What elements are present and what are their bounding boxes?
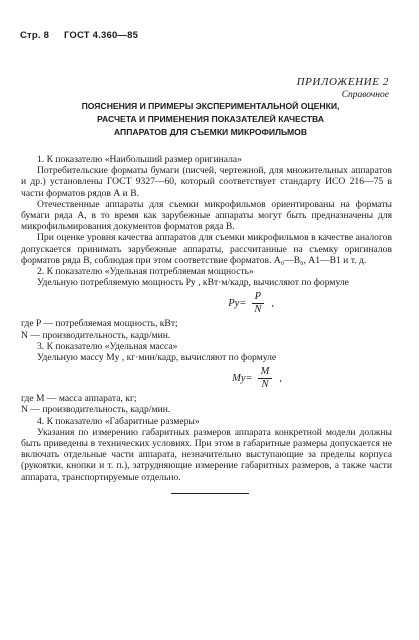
formula-lhs: Pу= (228, 297, 247, 309)
section-3-where-m: где M — масса аппарата, кг; (21, 393, 137, 405)
section-4-heading: 4. К показателю «Габаритные размеры» (37, 415, 200, 427)
page-number: Стр. 8 (20, 30, 50, 41)
power-formula (21, 288, 392, 318)
formula-numerator: M (258, 366, 273, 379)
section-3-intro: Удельную массу Mу , кг·мин/кадр, вычисляют по формуле (37, 352, 277, 364)
appendix-title: ПРИЛОЖЕНИЕ 2 (296, 76, 389, 88)
section-1-heading: 1. К показателю «Наибольший размер оригинала» (37, 154, 242, 165)
title-line-2: РАСЧЕТА И ПРИМЕНЕНИЯ ПОКАЗАТЕЛЕЙ КАЧЕСТВА (96, 114, 325, 124)
closing-rule (171, 493, 249, 494)
formula-fraction (251, 291, 264, 316)
section-2-where-p: где P — потребляемая мощность, кВт; (21, 318, 178, 330)
section-2-where-n: N — производительность, кадр/мин. (21, 329, 171, 341)
section-1-paragraph-3: При оценке уровня качества аппаратов для съемки микрофильмов в качестве аналогов допускается принимать зарубежные аппараты, рассчитанные на съемку оригиналов форматов ряда В, соблюдая при этом соответствие форматов. А₀—В₀, А1—В1 и т. д. (21, 232, 392, 266)
formula-denominator: N (254, 303, 262, 315)
section-3-heading: 3. К показателю «Удельная масса» (37, 340, 178, 352)
section-2-intro: Удельную потребляемую мощность Pу , кВт·м/кадр, вычисляют по формуле (37, 277, 349, 289)
section-4-paragraph-1: Указания по измерению габаритных размеров аппарата конкретной модели должны быть приведены в технических условиях. При этом в габаритные размеры допускается не включать отдельные части аппарата, незначительно выступающие за пределы корпуса (рукоятки, кнопки и т. п.), затрудняющие измерение габаритных размеров, а также части аппарата, транспортируемые отдельно. (21, 426, 392, 483)
appendix-subtitle: Справочное (341, 90, 389, 100)
section-3-where-n: N — производительность, кадр/мин. (21, 404, 171, 416)
section-2-heading: 2. К показателю «Удельная потребляемая мощность» (37, 266, 254, 278)
formula-comma: , (279, 372, 282, 384)
page-header (20, 30, 138, 41)
formula-denominator: N (261, 378, 269, 390)
formula-numerator: P (252, 291, 264, 304)
formula-fraction (258, 366, 273, 391)
document-title (38, 100, 383, 139)
appendix-label (297, 76, 389, 100)
formula-lhs: Mу= (232, 372, 253, 384)
title-line-1: ПОЯСНЕНИЯ И ПРИМЕРЫ ЭКСПЕРИМЕНТАЛЬНОЙ ОЦЕНКИ, (81, 101, 340, 111)
section-1-paragraph-1: Потребительские форматы бумаги (писчей, чертежной, для множительных аппаратов и др.) установлены ГОСТ 9327—60, который соответствует стандарту ИСО 216—75 в части форматов рядов А и В. (21, 165, 392, 199)
standard-number: ГОСТ 4.360—85 (63, 30, 139, 41)
title-line-3: АППАРАТОВ ДЛЯ СЪЕМКИ МИКРОФИЛЬМОВ (113, 127, 308, 137)
formula-comma: , (271, 297, 274, 309)
section-1-paragraph-2: Отечественные аппараты для съемки микрофильмов ориентированы на форматы бумаги ряда А, в то время как зарубежные аппараты могут быть предназначены для микрофильмирования документов форматов ряда В. (21, 198, 392, 233)
document-body (21, 154, 392, 483)
mass-formula (21, 363, 392, 393)
